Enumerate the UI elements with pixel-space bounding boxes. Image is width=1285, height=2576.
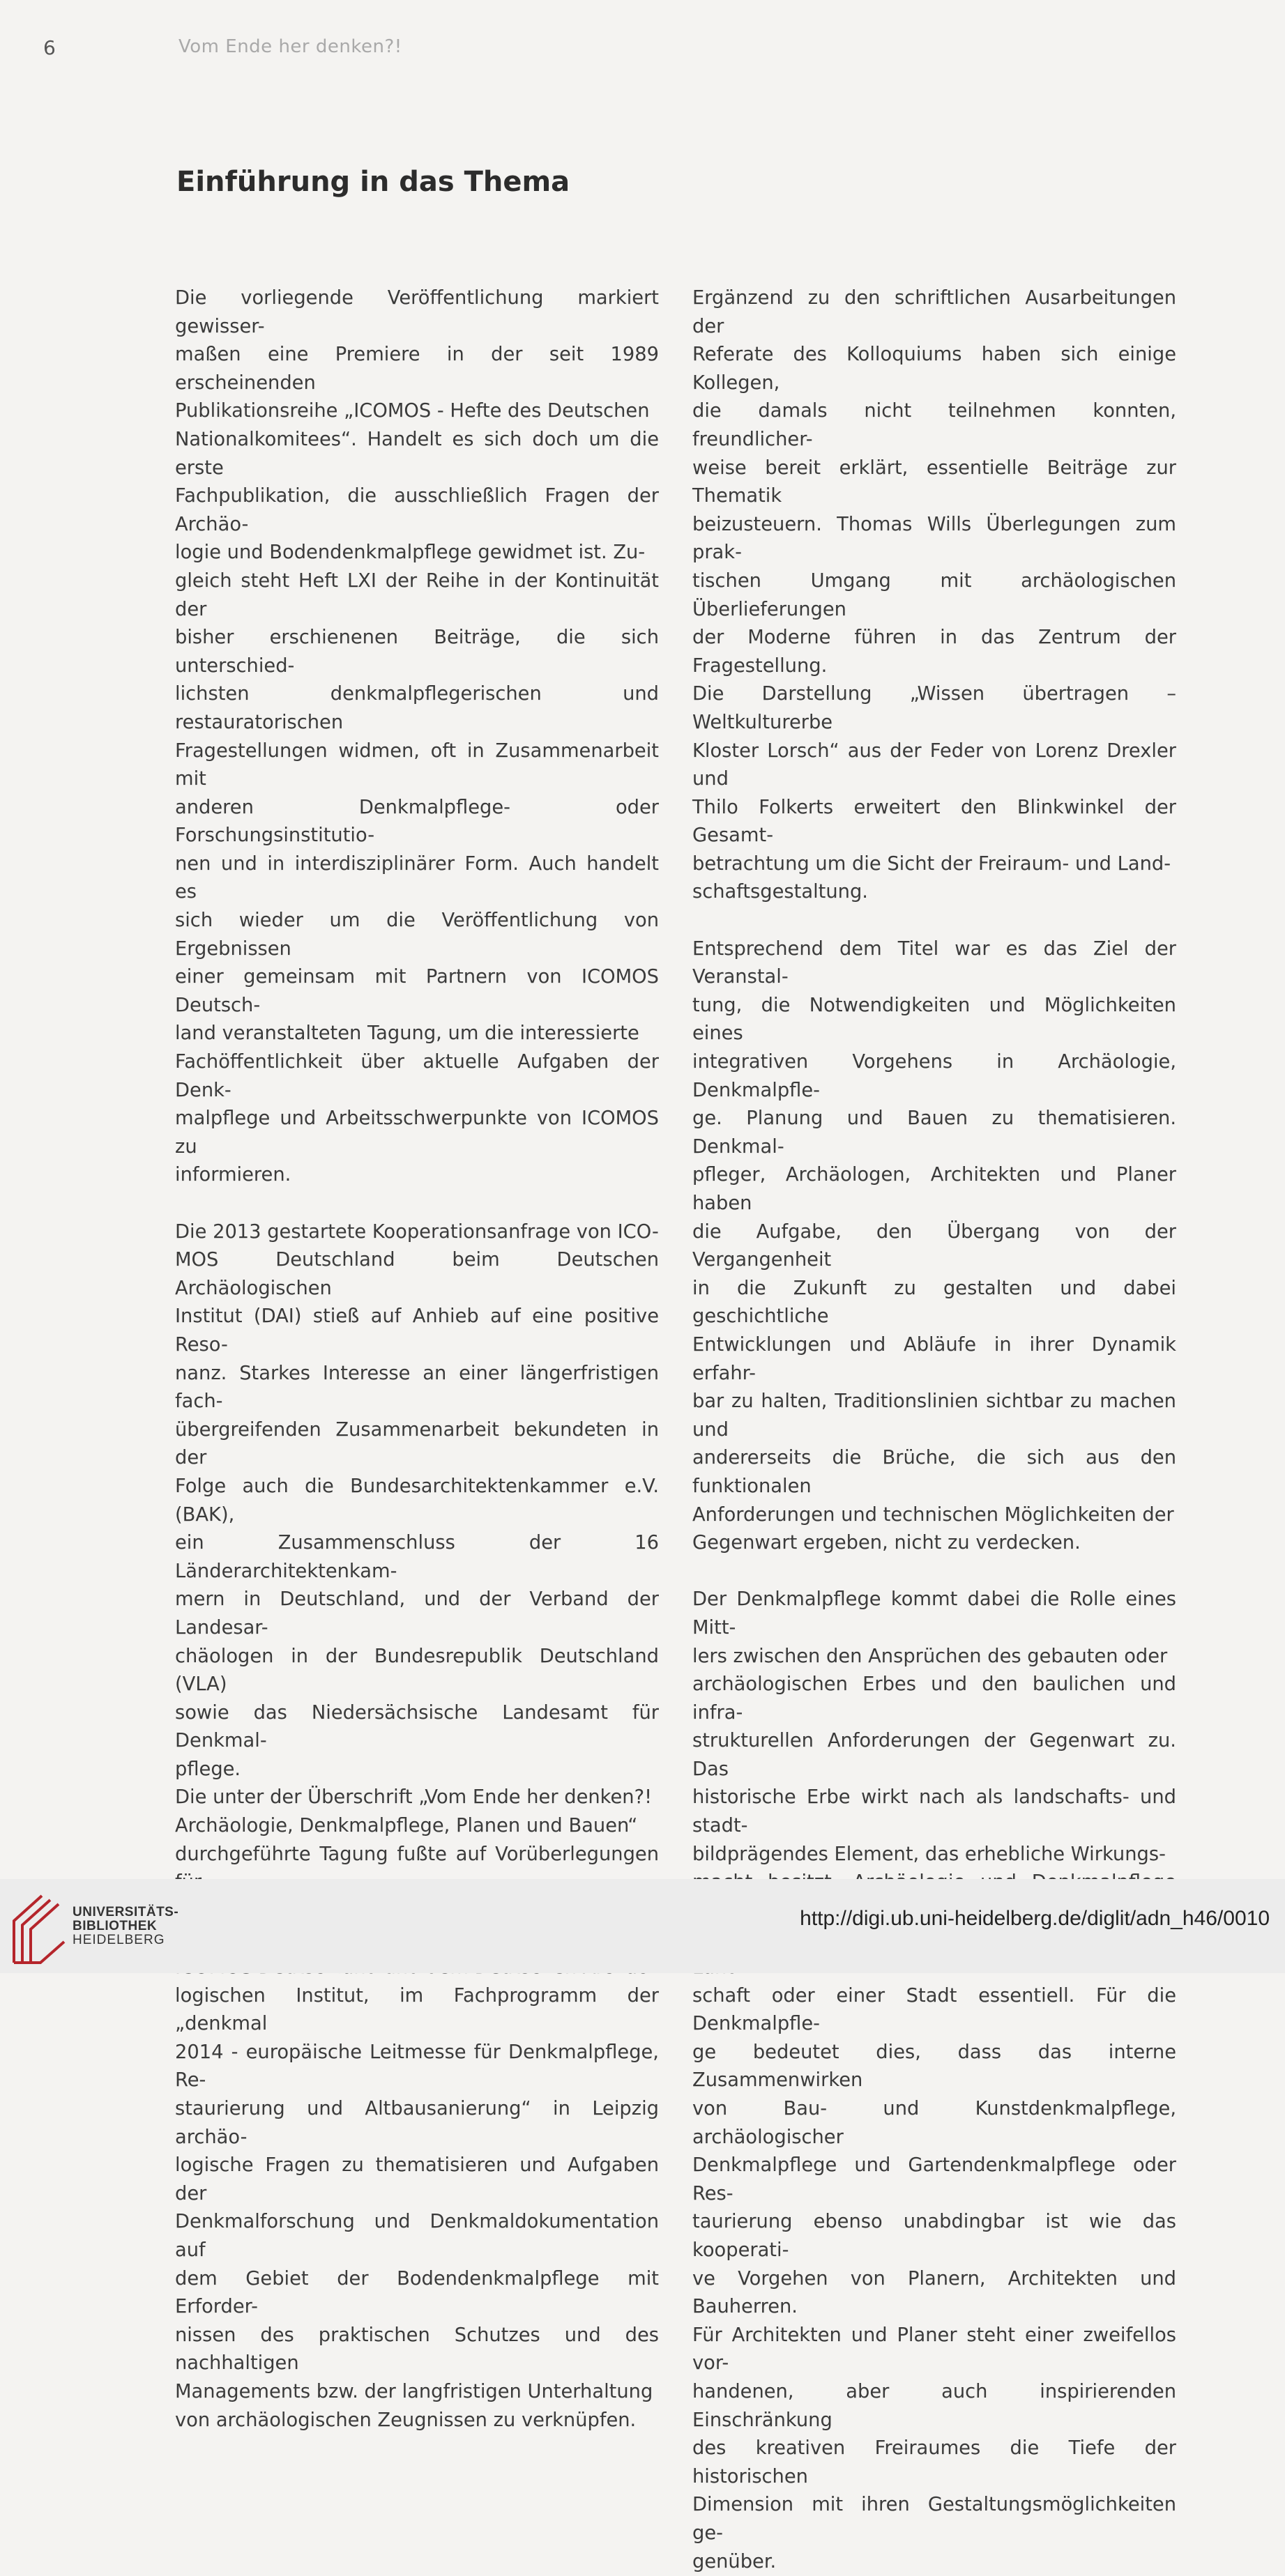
digitization-footer — [0, 1879, 1285, 1973]
source-url[interactable]: http://digi.ub.uni-heidelberg.de/diglit/adn_h46/0010 — [800, 1907, 1270, 1930]
paragraph: Die 2013 gestartete Kooperationsanfrage von ICO- MOS Deutschland beim Deutschen Archäologischen Institut (DAI) stieß auf Anhieb auf eine positive Reso- nanz. Starkes Interesse an einer längerfristigen fach- übergreifenden Zusammenarbeit bekundeten in der Folge auch die Bundesarchitektenkammer e.V. (BAK), ein Zusammenschluss der 16 Länderarchitektenkam- mern in Deutschland, und der Verband der Landesar- chäologen in der Bundesrepublik Deutschland (VLA) sowie das Niedersächsische Landesamt für Denkmal- pflege. — [175, 1220, 659, 1780]
left-column — [175, 284, 659, 2435]
right-column — [692, 284, 1176, 2576]
page-number: 6 — [43, 36, 56, 59]
running-title: Vom Ende her denken?! — [178, 36, 402, 57]
section-title: Einführung in das Thema — [176, 166, 570, 198]
logo-line-1: UNIVERSITÄTS- — [73, 1905, 179, 1919]
paragraph: Der Denkmalpflege kommt dabei die Rolle eines Mitt- lers zwischen den Ansprüchen des gebauten oder archäologischen Erbes und den baulichen und infra- strukturellen Anforderungen der Gegenwart zu. Das historische Erbe wirkt nach als landschafts- und stadt- bildprägendes Element, das erhebliche Wirkungs- schaft oder einer Stadt essentiell. Für die Denkmalpfle- ge bedeutet dies, dass das interne Zusammenwirken von Bau- und Kunstdenkmalpflege, archäologischer Denkmalpflege und Gartendenkmalpflege oder Res- taurierung ebenso unabdingbar ist wie das kooperati- ve Vorgehen von Planern, Architekten und Bauherren. Für Architekten und Planer steht einer zweifellos vor- handenen, aber auch inspirierenden Einschränkung des kreativen Freiraumes die Tiefe der historischen Dimension mit ihren Gestaltungsmöglichkeiten ge- genüber. — [692, 1588, 1176, 2573]
paragraph: Ergänzend zu den schriftlichen Ausarbeitungen der Referate des Kolloquiums haben sich einige Kollegen, die damals nicht teilnehmen konnten, freundlicher- weise bereit erklärt, essentielle Beiträge zur Thematik beizusteuern. Thomas Wills Überlegungen zum prak- tischen Umgang mit archäologischen Überlieferungen der Moderne führen in das Zentrum der Fragestellung. Die Darstellung „Wissen übertragen – Weltkulturerbe Kloster Lorsch“ aus der Feder von Lorenz Drexler und Thilo Folkerts erweitert den Blinkwinkel der Gesamt- betrachtung um die Sicht der Freiraum- und Land- schaftsgestaltung. — [692, 287, 1176, 903]
library-logo-icon — [10, 1893, 68, 1966]
library-logo-text — [73, 1906, 178, 1947]
logo-line-2: BIBLIOTHEK — [73, 1919, 158, 1933]
paragraph: Die unter der Überschrift „Vom Ende her denken?! Archäologie, Denkmalpflege, Planen und Bauen“ durchgeführte Tagung fußte auf Vorüberlegungen logischen Institut, im Fachprogramm der „denkmal 2014 - europäische Leitmesse für Denkmalpflege, Re- staurierung und Altbausanierung“ in Leipzig archäo- logische Fragen zu thematisieren und Aufgaben der Denkmalforschung und Denkmaldokumentation auf dem Gebiet der Bodendenkmalpflege mit Erforder- nissen des praktischen Schutzes und des nachhaltigen Managements bzw. der langfristigen Unterhaltung von archäologischen Zeugnissen zu verknüpfen. — [175, 1786, 659, 2431]
paragraph: Die vorliegende Veröffentlichung markiert gewisser- maßen eine Premiere in der seit 1989 erscheinenden Publikationsreihe „ICOMOS - Hefte des Deutschen Nationalkomitees“. Handelt es sich doch um die erste Fachpublikation, die ausschließlich Fragen der Archäo- logie und Bodendenkmalpflege gewidmet ist. Zu- gleich steht Heft LXI der Reihe in der Kontinuität der bisher erschienenen Beiträge, die sich unterschied- lichsten denkmalpflegerischen und restauratorischen Fragestellungen widmen, oft in Zusammenarbeit mit anderen Denkmalpflege- oder Forschungsinstitutio- nen und in interdisziplinärer Form. Auch handelt es sich wieder um die Veröffentlichung von Ergebnissen einer gemeinsam mit Partnern von ICOMOS Deutsch- land veranstalteten Tagung, um die interessierte Fachöffentlichkeit über aktuelle Aufgaben der Denk- malpflege und Arbeitsschwerpunkte von ICOMOS zu informieren. — [175, 287, 659, 1186]
paragraph: Entsprechend dem Titel war es das Ziel der Veranstal- tung, die Notwendigkeiten und Möglichkeiten eines integrativen Vorgehens in Archäologie, Denkmalpfle- ge. Planung und Bauen zu thematisieren. Denkmal- pfleger, Archäologen, Architekten und Planer haben die Aufgabe, den Übergang von der Vergangenheit in die Zukunft zu gestalten und dabei geschichtliche Entwicklungen und Abläufe in ihrer Dynamik erfahr- bar zu halten, Traditionslinien sichtbar zu machen und andererseits die Brüche, die sich aus den funktionalen Anforderungen und technischen Möglichkeiten der Gegenwart ergeben, nicht zu verdecken. — [692, 937, 1176, 1554]
logo-line-3: HEIDELBERG — [73, 1933, 165, 1947]
